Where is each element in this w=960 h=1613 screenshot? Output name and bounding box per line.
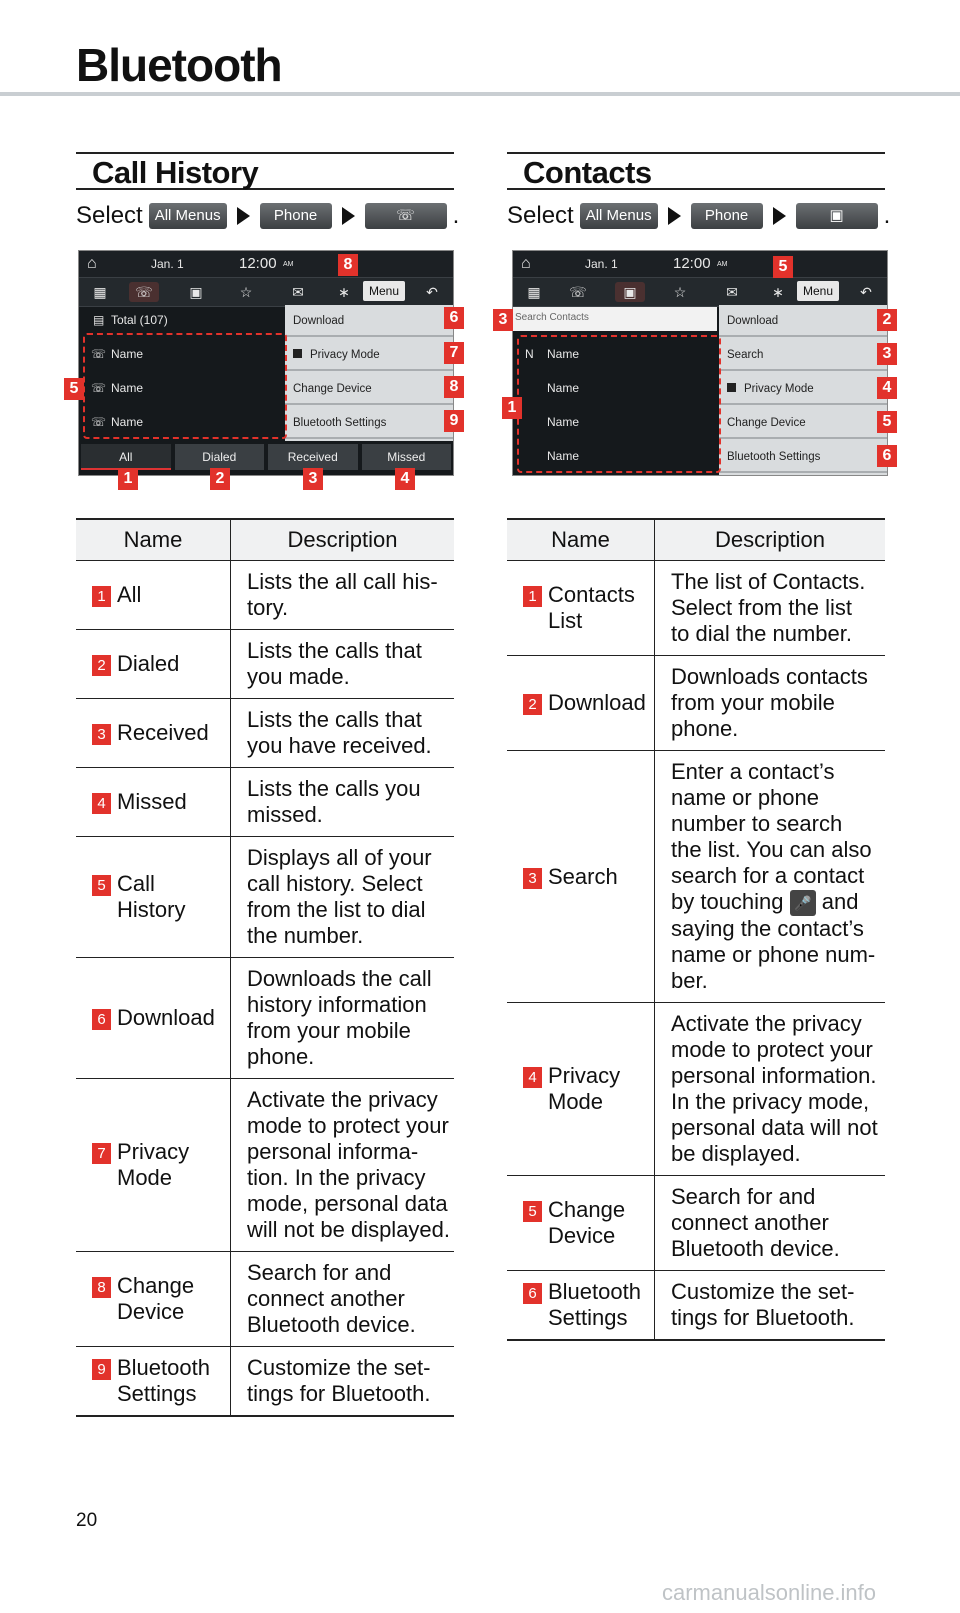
row-name-line2: Device xyxy=(548,1223,616,1249)
row-name-line2: Settings xyxy=(548,1305,628,1331)
description-line: connect another xyxy=(247,1286,405,1311)
back-icon[interactable]: ↶ xyxy=(426,284,438,300)
table-row xyxy=(76,958,454,1079)
row-description-cell xyxy=(231,561,455,630)
row-name-cell xyxy=(507,1271,655,1341)
row-name-cell xyxy=(76,561,231,630)
call-history-icon[interactable]: ☏ xyxy=(365,203,447,229)
contacts-tab-icon[interactable]: ▣ xyxy=(615,282,645,302)
menu-privacy-mode[interactable]: Privacy Mode xyxy=(719,373,887,405)
callout-highlight xyxy=(517,335,721,473)
call-icon: ☏ xyxy=(91,347,107,361)
description-line: missed. xyxy=(247,802,323,827)
description-line: personal data will not xyxy=(671,1115,878,1141)
row-name-line2: History xyxy=(117,897,186,922)
ampm-text: AM xyxy=(717,261,728,268)
time-text: 12:00 xyxy=(673,255,711,272)
messages-icon[interactable]: ✉ xyxy=(726,284,738,300)
keypad-icon[interactable]: ▦ xyxy=(527,284,541,300)
row-description-cell xyxy=(655,656,886,751)
table-row xyxy=(507,1271,885,1341)
home-icon[interactable]: ⌂ xyxy=(521,255,531,272)
callout-4: 4 xyxy=(395,468,415,490)
description-line: Lists the calls that xyxy=(247,707,422,732)
description-line: saying the contact’s xyxy=(671,916,864,942)
table-row xyxy=(76,1252,454,1347)
row-name: Contacts xyxy=(548,582,635,607)
row-name-cell xyxy=(76,958,231,1079)
menu-panel xyxy=(719,305,887,475)
row-name: All xyxy=(117,582,142,607)
table-row xyxy=(507,1003,885,1176)
call-history-screen xyxy=(78,250,454,476)
description-line: from your mobile xyxy=(247,1018,411,1043)
description-line: Lists the all call his- xyxy=(247,569,438,594)
table-row xyxy=(507,1176,885,1271)
table-row xyxy=(76,630,454,699)
description-line: Lists the calls that xyxy=(247,638,422,663)
column-header: Description xyxy=(231,519,455,561)
table-row xyxy=(76,1079,454,1252)
contacts-heading: Contacts xyxy=(507,152,885,190)
contacts-icon[interactable]: ▣ xyxy=(796,203,878,229)
menu-bluetooth-settings[interactable]: Bluetooth Settings xyxy=(285,407,453,439)
row-description-cell xyxy=(655,561,886,656)
callout-number: 6 xyxy=(523,1283,542,1304)
description-line: The list of Contacts. xyxy=(671,569,866,594)
row-description-cell xyxy=(655,1003,886,1176)
row-name-cell xyxy=(76,1079,231,1252)
favorites-icon[interactable]: ☆ xyxy=(239,284,253,300)
callout-5: 5 xyxy=(64,378,84,400)
checkbox-icon xyxy=(293,349,302,358)
callout-highlight xyxy=(83,333,287,439)
row-name: Change xyxy=(117,1273,195,1298)
keypad-icon[interactable]: ▦ xyxy=(93,284,107,300)
description-line: phone. xyxy=(671,716,739,741)
description-line: Activate the privacy xyxy=(671,1011,862,1037)
description-line: name or phone num- xyxy=(671,942,876,968)
description-line: Customize the set- xyxy=(671,1279,855,1305)
callout-9: 9 xyxy=(444,410,464,432)
row-description-cell xyxy=(655,1176,886,1271)
tab-received[interactable]: Received xyxy=(268,444,358,470)
call-filter-tabs xyxy=(79,444,453,470)
callout-4: 4 xyxy=(877,377,897,399)
table-body xyxy=(507,561,885,1341)
callout-2: 2 xyxy=(877,309,897,331)
row-name: Download xyxy=(548,690,646,715)
contacts-screen xyxy=(512,250,888,476)
callout-1: 1 xyxy=(502,397,522,419)
microphone-icon: 🎤 xyxy=(790,890,816,916)
arrow-right-icon xyxy=(773,207,786,225)
callout-3: 3 xyxy=(303,468,323,490)
call-history-table xyxy=(76,518,454,1417)
callout-number: 4 xyxy=(92,793,111,814)
description-line: Downloads the call xyxy=(247,966,432,991)
row-description-cell xyxy=(231,768,455,837)
row-name: Dialed xyxy=(117,651,180,676)
description-line: you made. xyxy=(247,664,350,689)
description-line: tings for Bluetooth. xyxy=(247,1381,431,1406)
history-entry[interactable]: Name xyxy=(111,415,144,429)
call-history-tab-icon[interactable]: ☏ xyxy=(129,282,159,302)
page-title: Bluetooth xyxy=(76,39,282,91)
row-name: Privacy xyxy=(548,1063,621,1089)
description-line: Search for and xyxy=(247,1260,392,1285)
row-name-cell xyxy=(507,656,655,751)
callout-number: 5 xyxy=(92,875,111,896)
description-line: mode to protect your xyxy=(671,1037,873,1063)
menu-panel xyxy=(285,305,453,441)
row-name-line2: Settings xyxy=(117,1381,197,1406)
history-entry[interactable]: Name xyxy=(111,347,144,361)
row-description-cell xyxy=(231,837,455,958)
description-line: tings for Bluetooth. xyxy=(671,1305,855,1331)
description-line: Enter a contact’s xyxy=(671,759,835,784)
description-line: personal informa- xyxy=(247,1139,419,1164)
description-line: be displayed. xyxy=(671,1141,801,1167)
total-count: Total (107) xyxy=(111,313,168,327)
description-line: call history. Select xyxy=(247,871,423,896)
row-name-line2: Mode xyxy=(117,1165,173,1190)
row-name: Search xyxy=(548,863,618,889)
menu-change-device[interactable]: Change Device xyxy=(285,373,453,405)
row-description-cell xyxy=(231,630,455,699)
callout-number: 5 xyxy=(523,1201,542,1222)
all-menus-button[interactable]: All Menus xyxy=(149,203,227,229)
description-line: history information xyxy=(247,992,427,1017)
call-icon: ☏ xyxy=(91,415,107,429)
messages-icon[interactable]: ✉ xyxy=(292,284,304,300)
contacts-select-path: Select All Menus Phone ▣ . xyxy=(507,202,891,229)
column-header: Name xyxy=(507,519,655,561)
table-row xyxy=(76,1347,454,1417)
bluetooth-switch-icon[interactable]: ∗ xyxy=(772,284,784,300)
tab-all[interactable]: All xyxy=(81,444,171,470)
date-text: Jan. 1 xyxy=(585,257,618,271)
row-name: Download xyxy=(117,1005,215,1030)
search-contacts-input[interactable] xyxy=(513,307,717,331)
row-description-cell xyxy=(231,1252,455,1347)
call-history-select-path: Select All Menus Phone ☏ . xyxy=(76,202,460,229)
contact-entry[interactable]: Name xyxy=(547,449,580,463)
row-description-cell xyxy=(231,1347,455,1417)
description-line: tory. xyxy=(247,595,289,620)
callout-1: 1 xyxy=(118,468,138,490)
row-name: Missed xyxy=(117,789,187,814)
arrow-right-icon xyxy=(342,207,355,225)
arrow-right-icon xyxy=(237,207,250,225)
contact-entry[interactable]: Name xyxy=(547,415,580,429)
description-line: from the list to dial xyxy=(247,897,426,922)
bluetooth-switch-icon[interactable]: ∗ xyxy=(338,284,350,300)
row-name-cell xyxy=(507,751,655,1003)
select-word: Select xyxy=(507,202,574,229)
description-line: number to search xyxy=(671,811,843,836)
time-text: 12:00 xyxy=(239,255,277,272)
contacts-table xyxy=(507,518,885,1341)
callout-number: 4 xyxy=(523,1067,542,1088)
phone-button[interactable]: Phone xyxy=(691,203,763,229)
row-name: Call xyxy=(117,871,155,896)
row-name: Privacy xyxy=(117,1139,190,1164)
row-name-cell xyxy=(76,630,231,699)
call-icon: ☏ xyxy=(91,381,107,395)
description-line: to dial the number. xyxy=(671,621,853,646)
column-header: Name xyxy=(76,519,231,561)
callout-number: 6 xyxy=(92,1009,111,1030)
description-line: you have received. xyxy=(247,733,432,758)
arrow-right-icon xyxy=(668,207,681,225)
description-line: Activate the privacy xyxy=(247,1087,438,1112)
menu-download[interactable]: Download xyxy=(285,305,453,337)
callout-3: 3 xyxy=(877,343,897,365)
row-name-cell xyxy=(76,768,231,837)
search-placeholder: Search Contacts xyxy=(515,312,589,323)
menu-search[interactable]: Search xyxy=(719,339,887,371)
callout-number: 9 xyxy=(92,1359,111,1380)
callout-number: 2 xyxy=(523,694,542,715)
row-name-cell xyxy=(507,1003,655,1176)
all-menus-button[interactable]: All Menus xyxy=(580,203,658,229)
date-text: Jan. 1 xyxy=(151,257,184,271)
callout-5: 5 xyxy=(877,411,897,433)
table-row xyxy=(507,751,885,1003)
watermark: carmanualsonline.info xyxy=(662,1580,877,1605)
contact-entry[interactable]: Name xyxy=(547,381,580,395)
description-line: Bluetooth device. xyxy=(247,1312,416,1337)
table-body xyxy=(76,561,454,1417)
row-name-cell xyxy=(76,1347,231,1417)
callout-number: 3 xyxy=(92,724,111,745)
row-description-cell xyxy=(655,1271,886,1341)
row-name-cell xyxy=(76,837,231,958)
tab-missed[interactable]: Missed xyxy=(362,444,452,470)
index-letter: N xyxy=(525,347,534,361)
description-line: Customize the set- xyxy=(247,1355,431,1380)
table-row xyxy=(507,656,885,751)
favorites-icon[interactable]: ☆ xyxy=(673,284,687,300)
phone-icon-row xyxy=(513,277,887,307)
description-line: and xyxy=(821,889,859,914)
description-line: ber. xyxy=(671,968,708,994)
description-line: Downloads contacts xyxy=(671,664,868,689)
description-line: In the privacy mode, xyxy=(671,1089,870,1115)
row-name: Change xyxy=(548,1197,626,1223)
description-line: tion. In the privacy xyxy=(247,1165,426,1190)
call-history-heading: Call History xyxy=(76,152,454,190)
row-name: Bluetooth xyxy=(117,1355,210,1380)
callout-number: 1 xyxy=(523,586,542,607)
callout-2: 2 xyxy=(210,468,230,490)
callout-number: 1 xyxy=(92,586,111,607)
phone-button[interactable]: Phone xyxy=(260,203,332,229)
menu-button[interactable]: Menu xyxy=(363,281,405,301)
row-name-line2: Device xyxy=(117,1299,185,1324)
description-line: name or phone xyxy=(671,785,819,810)
menu-bluetooth-settings[interactable]: Bluetooth Settings xyxy=(719,441,887,473)
description-line: Lists the calls you xyxy=(247,776,421,801)
table-row xyxy=(507,561,885,656)
row-name-line2: Mode xyxy=(548,1089,604,1115)
row-name-line2: List xyxy=(548,608,583,633)
history-entry[interactable]: Name xyxy=(111,381,144,395)
row-description-cell xyxy=(231,699,455,768)
callout-8: 8 xyxy=(444,376,464,398)
ampm-text: AM xyxy=(283,261,294,268)
tab-dialed[interactable]: Dialed xyxy=(175,444,265,470)
table-row xyxy=(76,837,454,958)
column-header: Description xyxy=(655,519,886,561)
call-history-tab-icon[interactable]: ☏ xyxy=(569,284,587,300)
checkbox-icon xyxy=(727,383,736,392)
contact-entry[interactable]: Name xyxy=(547,347,580,361)
title-divider xyxy=(0,92,960,96)
phone-icon-row xyxy=(79,277,453,307)
row-name-cell xyxy=(76,699,231,768)
table-row xyxy=(76,768,454,837)
status-bar xyxy=(79,251,453,277)
description-line: the list. You can also xyxy=(671,837,872,862)
description-line: by touching xyxy=(671,889,784,914)
callout-5: 5 xyxy=(773,256,793,278)
description-line: Displays all of your xyxy=(247,845,432,870)
description-line: connect another xyxy=(671,1210,829,1236)
row-description-cell xyxy=(655,751,886,1003)
description-line: Search for and xyxy=(671,1184,816,1210)
menu-privacy-mode[interactable]: Privacy Mode xyxy=(285,339,453,371)
row-description-cell xyxy=(231,1079,455,1252)
description-line: phone. xyxy=(247,1044,315,1069)
description-line: from your mobile xyxy=(671,690,835,715)
callout-number: 7 xyxy=(92,1143,111,1164)
callout-6: 6 xyxy=(444,307,464,329)
table-row xyxy=(76,561,454,630)
description-line: Select from the list xyxy=(671,595,852,620)
row-name: Bluetooth xyxy=(548,1279,641,1305)
contacts-tab-icon[interactable]: ▣ xyxy=(189,284,203,300)
description-line: will not be displayed. xyxy=(247,1217,451,1242)
description-line: mode, personal data xyxy=(247,1191,448,1216)
description-line: personal information. xyxy=(671,1063,877,1089)
callout-number: 8 xyxy=(92,1277,111,1298)
page-number: 20 xyxy=(76,1510,98,1531)
description-line: Bluetooth device. xyxy=(671,1236,840,1262)
menu-change-device[interactable]: Change Device xyxy=(719,407,887,439)
callout-number: 3 xyxy=(523,868,542,889)
description-line: mode to protect your xyxy=(247,1113,449,1138)
menu-button[interactable]: Menu xyxy=(797,281,839,301)
row-name-cell xyxy=(76,1252,231,1347)
table-row xyxy=(76,699,454,768)
row-name-cell xyxy=(507,561,655,656)
description-line: the number. xyxy=(247,923,364,948)
status-bar xyxy=(513,251,887,277)
callout-number: 2 xyxy=(92,655,111,676)
callout-6: 6 xyxy=(877,445,897,467)
callout-3: 3 xyxy=(493,309,513,331)
list-icon: ▤ xyxy=(93,313,105,327)
row-name: Received xyxy=(117,720,209,745)
home-icon[interactable]: ⌂ xyxy=(87,255,97,272)
callout-7: 7 xyxy=(444,342,464,364)
row-description-cell xyxy=(231,958,455,1079)
description-line: search for a contact xyxy=(671,863,865,888)
menu-download[interactable]: Download xyxy=(719,305,887,337)
back-icon[interactable]: ↶ xyxy=(860,284,872,300)
select-word: Select xyxy=(76,202,143,229)
row-name-cell xyxy=(507,1176,655,1271)
callout-8: 8 xyxy=(338,254,358,276)
